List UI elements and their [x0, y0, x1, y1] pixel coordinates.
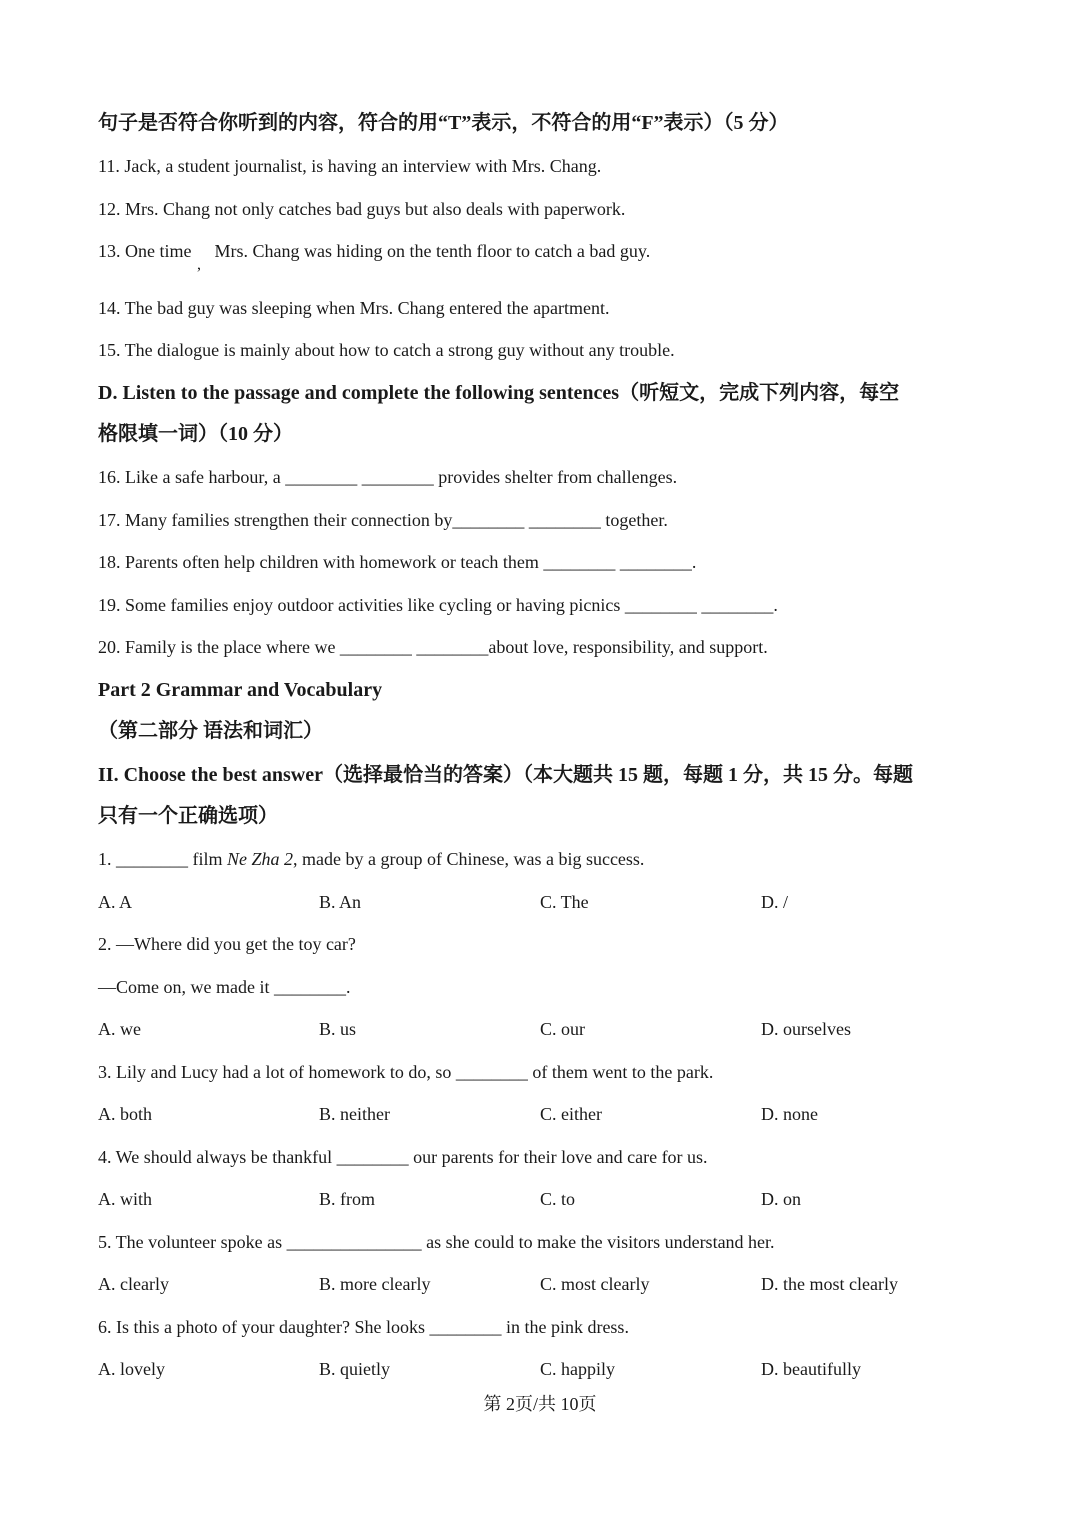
q6-option-d[interactable]: D. beautifully — [761, 1359, 861, 1379]
q1-option-d[interactable]: D. / — [761, 892, 788, 912]
statement-14: 14. The bad guy was sleeping when Mrs. Chang entered the apartment. — [98, 298, 610, 318]
blank-17: 17. Many families strengthen their connection by________ ________ together. — [98, 510, 668, 530]
q2-option-d[interactable]: D. ourselves — [761, 1019, 851, 1039]
q2-option-a[interactable]: A. we — [98, 1019, 141, 1039]
question-2-line2: —Come on, we made it ________. — [98, 977, 351, 997]
section-c-instruction: 句子是否符合你听到的内容，符合的用“T”表示，不符合的用“F”表示）（5 分） — [98, 112, 789, 134]
statement-13-part2: Mrs. Chang was hiding on the tenth floor to catch a bad guy. — [214, 241, 651, 261]
blank-20: 20. Family is the place where we ________ ________about love, responsibility, and support. — [98, 637, 768, 657]
statement-12: 12. Mrs. Chang not only catches bad guys but also deals with paperwork. — [98, 199, 626, 219]
statement-13 — [98, 240, 650, 262]
q3-option-c[interactable]: C. either — [540, 1104, 602, 1124]
q5-option-c[interactable]: C. most clearly — [540, 1274, 650, 1294]
statement-15: 15. The dialogue is mainly about how to catch a strong guy without any trouble. — [98, 340, 675, 360]
question-1-before: 1. ________ film — [98, 849, 227, 869]
statement-13-comma: , — [197, 256, 201, 273]
q3-option-a[interactable]: A. both — [98, 1104, 152, 1124]
q4-option-c[interactable]: C. to — [540, 1189, 576, 1209]
page-footer: 第 2页/共 10页 — [483, 1394, 597, 1414]
q6-option-a[interactable]: A. lovely — [98, 1359, 165, 1379]
question-1-after: , made by a group of Chinese, was a big success. — [293, 849, 645, 869]
q5-option-a[interactable]: A. clearly — [98, 1274, 169, 1294]
q1-option-c[interactable]: C. The — [540, 892, 589, 912]
blank-18: 18. Parents often help children with homework or teach them ________ ________. — [98, 552, 697, 572]
q5-option-b[interactable]: B. more clearly — [319, 1274, 431, 1294]
q4-option-b[interactable]: B. from — [319, 1189, 375, 1209]
part2-title: Part 2 Grammar and Vocabulary — [98, 679, 383, 701]
q6-option-c[interactable]: C. happily — [540, 1359, 615, 1379]
question-5: 5. The volunteer spoke as _______________ as she could to make the visitors understand her. — [98, 1232, 775, 1252]
q2-option-c[interactable]: C. our — [540, 1019, 585, 1039]
blank-19: 19. Some families enjoy outdoor activities like cycling or having picnics ________ ________. — [98, 595, 778, 615]
q1-option-b[interactable]: B. An — [319, 892, 362, 912]
blank-16: 16. Like a safe harbour, a ________ ________ provides shelter from challenges. — [98, 467, 678, 487]
question-1 — [98, 848, 644, 870]
section-d-heading-line1: D. Listen to the passage and complete the following sentences（听短文，完成下列内容，每空 — [98, 382, 900, 404]
q4-option-a[interactable]: A. with — [98, 1189, 152, 1209]
section-d-heading-line2: 格限填一词）（10 分） — [98, 423, 293, 445]
question-6: 6. Is this a photo of your daughter? She looks ________ in the pink dress. — [98, 1317, 629, 1337]
q2-option-b[interactable]: B. us — [319, 1019, 357, 1039]
q1-option-a[interactable]: A. A — [98, 892, 133, 912]
q3-option-d[interactable]: D. none — [761, 1104, 818, 1124]
q5-option-d[interactable]: D. the most clearly — [761, 1274, 898, 1294]
question-1-film-title: Ne Zha 2 — [227, 849, 294, 869]
part2-subtitle: （第二部分 语法和词汇） — [98, 720, 323, 742]
question-4: 4. We should always be thankful ________ our parents for their love and care for us. — [98, 1147, 708, 1167]
q4-option-d[interactable]: D. on — [761, 1189, 801, 1209]
section-ii-heading-line2: 只有一个正确选项） — [98, 805, 278, 827]
section-ii-heading-line1: II. Choose the best answer（选择最恰当的答案）（本大题共 15 题，每题 1 分，共 15 分。每题 — [98, 764, 913, 786]
statement-13-part1: 13. One time — [98, 241, 192, 261]
q3-option-b[interactable]: B. neither — [319, 1104, 390, 1124]
q6-option-b[interactable]: B. quietly — [319, 1359, 390, 1379]
question-2-line1: 2. —Where did you get the toy car? — [98, 934, 356, 954]
question-3: 3. Lily and Lucy had a lot of homework to do, so ________ of them went to the park. — [98, 1062, 714, 1082]
statement-11: 11. Jack, a student journalist, is having an interview with Mrs. Chang. — [98, 156, 602, 176]
